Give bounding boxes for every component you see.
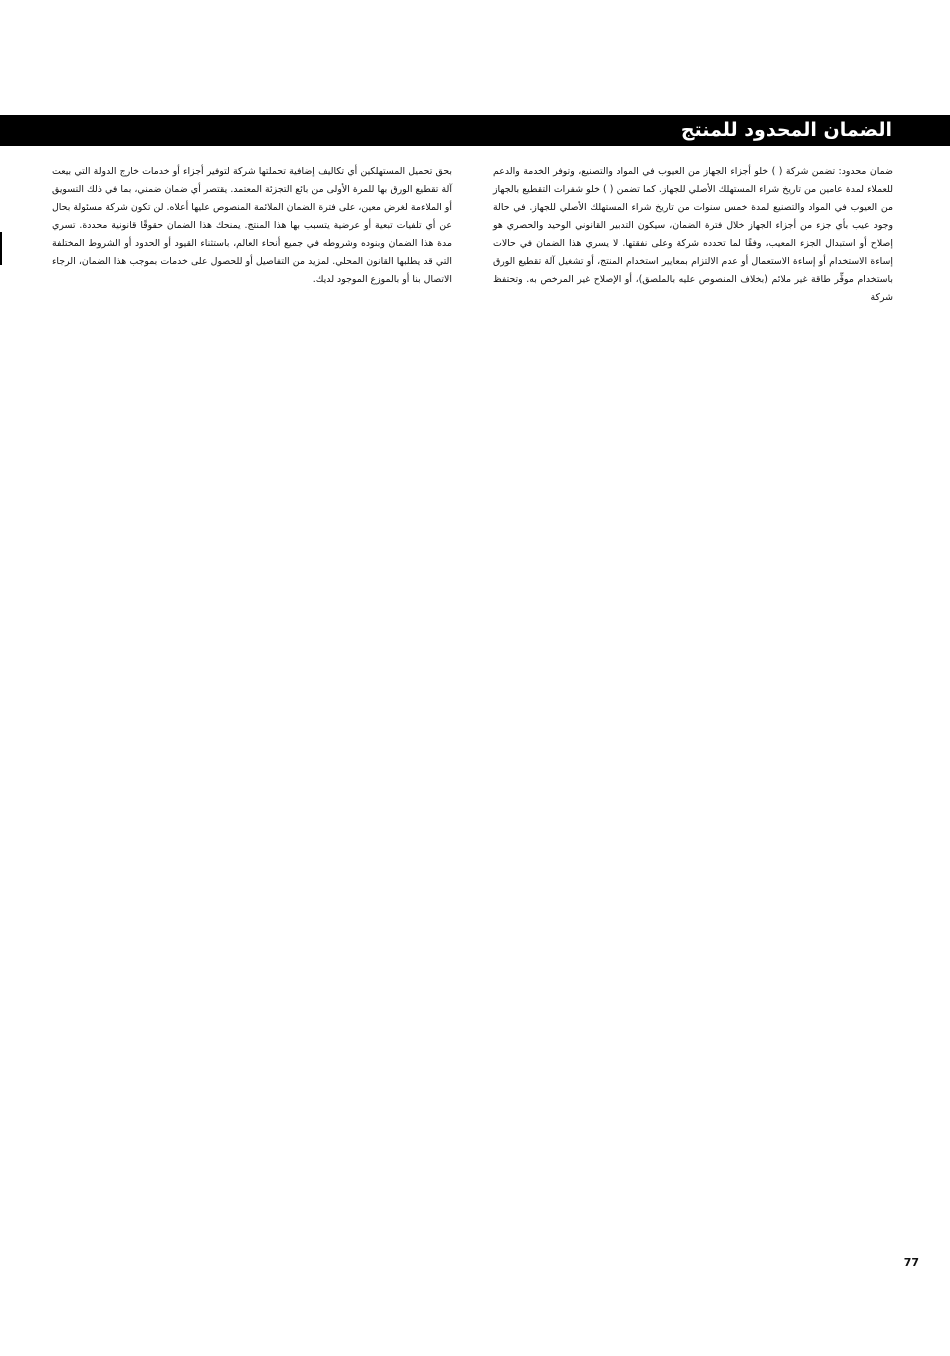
warranty-text-column-right bbox=[493, 163, 893, 307]
section-title: الضمان المحدود للمنتج bbox=[680, 119, 892, 141]
margin-mark bbox=[0, 232, 2, 265]
warranty-paragraph-right: ضمان محدود: تضمن شركة ( ) خلو أجزاء الجهاز من العيوب في المواد والتصنيع، وتوفر الخدمة والدعم للعملاء لمدة عامين من تاريخ شراء المستهلك الأصلي للجهاز. كما تضمن ( ) خلو شفرات التقطيع بالجهاز من العيوب في المواد والتصنيع لمدة خمس سنوات من تاريخ شراء المستهلك الأصلي للجهاز. في حالة وجود عيب بأي جزء من أجزاء الجهاز خلال فترة الضمان، سيكون التدبير القانوني الوحيد والحصري هو إصلاح أو استبدال الجزء المعيب، وفقًا لما تحدده شركة وعلى نفقتها. لا يسري هذا الضمان في حالات إساءة الاستخدام أو إساءة الاستعمال أو عدم الالتزام بمعايير استخدام المنتج، أو تشغيل آلة تقطيع الورق باستخدام موفِّر طاقة غير ملائم (بخلاف المنصوص عليه بالملصق)، أو الإصلاح غير المرخص به. وتحتفظ شركة bbox=[493, 166, 893, 303]
warranty-text-column-left bbox=[52, 163, 452, 289]
section-title-bar bbox=[0, 115, 950, 146]
page-number: 77 bbox=[903, 1256, 919, 1269]
warranty-paragraph-left: بحق تحميل المستهلكين أي تكاليف إضافية تحملتها شركة لتوفير أجزاء أو خدمات خارج الدولة التي بيعت آلة تقطيع الورق بها للمرة الأولى من بائع التجزئة المعتمد. يقتصر أي ضمان ضمني، بما في ذلك التسويق أو الملاءمة لغرض معين، على فترة الضمان الملائمة المنصوص عليها أعلاه. لن تكون شركة مسئولة بحال عن أي تلفيات تبعية أو عرضية يتسبب بها هذا المنتج. يمنحك هذا الضمان حقوقًا قانونية محددة. تسري مدة هذا الضمان وبنوده وشروطه في جميع أنحاء العالم، باستثناء القيود أو الحدود أو الشروط المختلفة التي قد يطلبها القانون المحلي. لمزيد من التفاصيل أو للحصول على خدمات بموجب هذا الضمان، الرجاء الاتصال بنا أو بالموزع الموجود لديك. bbox=[52, 166, 452, 285]
